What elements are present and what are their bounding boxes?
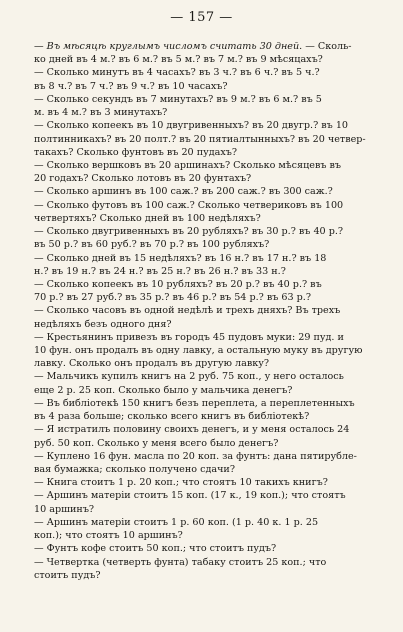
text-body — [34, 40, 374, 582]
text-line: — Въ библіотекѣ 150 книгъ безъ переплета, а переплетенныхъ — [34, 397, 355, 409]
lead-italic-text: — Въ мѣсяцѣ круглымъ числомъ считать 30 дней. — [34, 41, 303, 52]
page-number: — 157 — — [170, 10, 233, 25]
text-line: — Сколько секундъ въ 7 минутахъ? въ 9 м.? въ 6 м.? въ 5 — [34, 93, 322, 105]
text-line: еще 2 р. 25 коп. Сколько было у мальчика денегъ? — [34, 384, 293, 396]
text-line: вая бумажка; сколько получено сдачи? — [34, 464, 235, 475]
text-line: — Сколько дней въ 15 недѣляхъ? въ 16 н.? въ 17 н.? въ 18 — [34, 252, 327, 264]
text-line: въ 50 р.? въ 60 руб.? въ 70 р.? въ 100 рубляхъ? — [34, 239, 270, 251]
text-line: четвертяхъ? Сколько дней въ 100 недѣляхъ? — [34, 212, 261, 224]
text-line: 70 р.? въ 27 руб.? въ 35 р.? въ 46 р.? въ 54 р.? въ 63 р.? — [34, 292, 311, 304]
text-line: такахъ? Сколько фунтовъ въ 20 пудахъ? — [34, 146, 238, 158]
text-line: руб. 50 коп. Сколько у меня всего было денегъ? — [34, 437, 279, 449]
text-line: полтинникахъ? въ 20 полт.? въ 20 пятиалтынныхъ? въ 20 четвер- — [34, 133, 366, 145]
text-line: — Сколько часовъ въ одной недѣлѣ и трехъ дняхъ? Въ трехъ — [34, 305, 341, 317]
text-line: — Сколько двугривенныхъ въ 20 рубляхъ? въ 30 р.? въ 40 р.? — [34, 226, 344, 238]
text-line: — Сколько аршинъ въ 100 саж.? въ 200 саж.? въ 300 саж.? — [34, 186, 333, 198]
text-line: 10 аршинъ? — [34, 503, 95, 515]
text-line: — Аршинъ матеріи стоитъ 1 р. 60 коп. (1 р. 40 к. 1 р. 25 — [34, 516, 319, 528]
text-line: 10 фун. онъ продалъ въ одну лавку, а остальную муку въ другую — [34, 345, 363, 357]
text-line: — Сколько копеекъ въ 10 рубляхъ? въ 20 р.? въ 40 р.? въ — [34, 278, 322, 290]
text-line: н.? въ 19 н.? въ 24 н.? въ 25 н.? въ 26 н.? въ 33 н.? — [34, 265, 286, 277]
text-line: въ 8 ч.? въ 7 ч.? въ 9 ч.? въ 10 часахъ? — [34, 80, 228, 92]
text-line: коп.); что стоятъ 10 аршинъ? — [34, 530, 183, 542]
text-line: — Куплено 16 фун. масла по 20 коп. за фунтъ: дана пятирубле- — [34, 450, 357, 462]
text-line: — Четвертка (четверть фунта) табаку стоитъ 25 коп.; что — [34, 556, 327, 568]
text-line: — Фунтъ кофе стоитъ 50 коп.; что стоитъ пудъ? — [34, 543, 277, 555]
text-line: лавку. Сколько онъ продалъ въ другую лавку? — [34, 358, 270, 370]
text-line: стоитъ пудъ? — [34, 569, 101, 581]
text-line: — Я истратилъ половину своихъ денегъ, и у меня осталось 24 — [34, 424, 350, 436]
text-line: ко дней въ 4 м.? въ 6 м.? въ 5 м.? въ 7 м.? въ 9 мѣсяцахъ? — [34, 54, 323, 66]
text-line: — Сколько футовъ въ 100 саж.? Сколько четвериковъ въ 100 — [34, 199, 344, 211]
text-line: — Сколько копеекъ въ 10 двугривенныхъ? въ 20 двугр.? въ 10 — [34, 120, 349, 132]
text-line: — Въ мѣсяцѣ круглымъ числомъ считать 30 дней. — Сколь- — [34, 41, 352, 52]
text-line: — Аршинъ матеріи стоитъ 15 коп. (17 к., 19 коп.); что стоятъ — [34, 490, 346, 502]
text-line: м. въ 4 м.? въ 3 минутахъ? — [34, 107, 168, 119]
text-line: — Книга стоитъ 1 р. 20 коп.; что стоятъ 10 такихъ книгъ? — [34, 477, 328, 489]
text-line: въ 4 раза больше; сколько всего книгъ въ библіотекѣ? — [34, 411, 310, 423]
text-line: недѣляхъ безъ одного дня? — [34, 318, 172, 330]
text-line: — Крестьянинъ привезъ въ городъ 45 пудовъ муки: 29 пуд. и — [34, 331, 344, 343]
text-line: — Сколько минутъ въ 4 часахъ? въ 3 ч.? въ 6 ч.? въ 5 ч.? — [34, 67, 320, 79]
text-line: — Сколько вершковъ въ 20 аршинахъ? Сколько мѣсяцевъ въ — [34, 159, 341, 171]
text-line: — Мальчикъ купилъ книгъ на 2 руб. 75 коп., у него осталось — [34, 371, 344, 383]
text-line: 20 годахъ? Сколько лотовъ въ 20 фунтахъ? — [34, 173, 252, 185]
